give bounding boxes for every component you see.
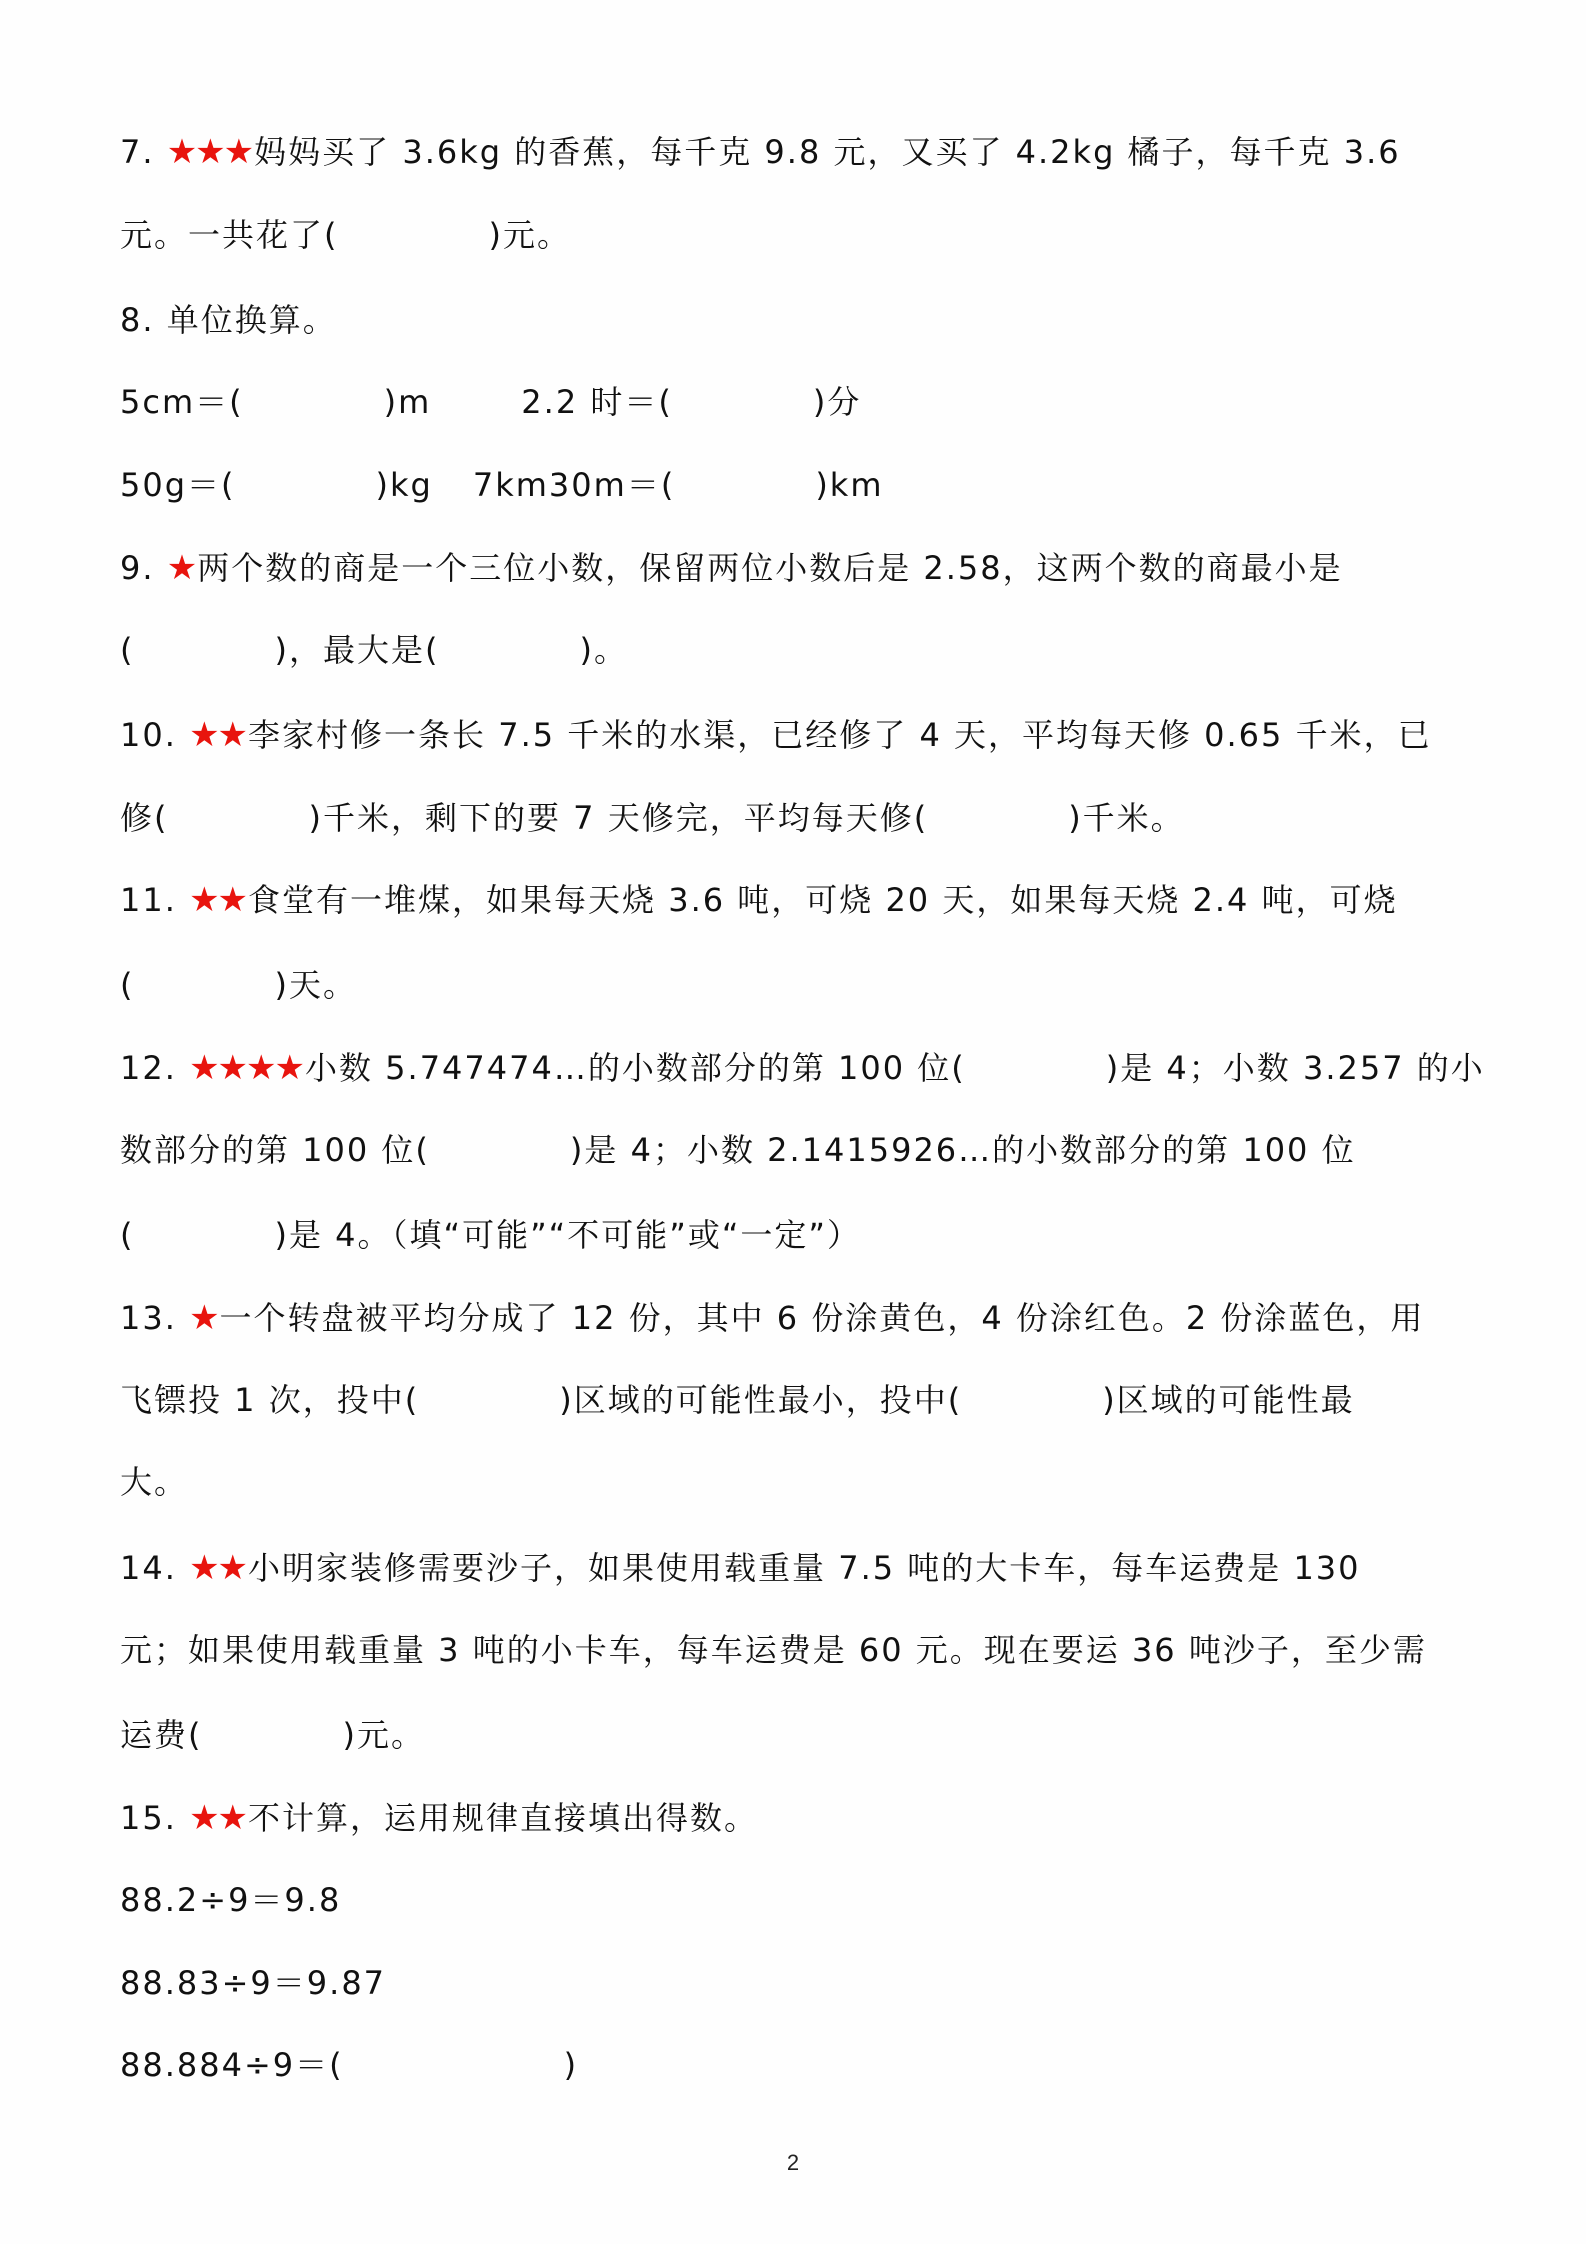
question-text: )区域的可能性最小，投中( <box>559 1381 963 1419</box>
question-number: 11. <box>120 881 190 919</box>
question-text: 元。一共花了( <box>120 216 339 254</box>
question-14-line-2 <box>120 1626 1427 1674</box>
difficulty-stars-icon: ★★ <box>189 715 247 755</box>
question-text: )区域的可能性最 <box>1102 1381 1355 1419</box>
question-text: ( <box>120 1216 135 1254</box>
question-text: )千米，剩下的要 7 天修完，平均每天修( <box>308 799 929 837</box>
question-text: 元；如果使用载重量 3 吨的小卡车，每车运费是 60 元。现在要运 36 吨沙子，至少需 <box>120 1631 1427 1669</box>
difficulty-stars-icon: ★★ <box>189 1548 247 1588</box>
question-12-line-2 <box>120 1126 1356 1174</box>
question-12-line-1 <box>120 1044 1485 1092</box>
difficulty-stars-icon: ★★ <box>189 880 247 920</box>
question-text: 修( <box>120 799 169 837</box>
question-8-row-1 <box>120 378 861 426</box>
question-text: )是 4。（填“可能”“不可能”或“一定”） <box>274 1216 861 1254</box>
difficulty-stars-icon: ★★ <box>189 1798 247 1838</box>
difficulty-stars-icon: ★ <box>166 548 196 588</box>
question-number: 10. <box>120 716 190 754</box>
question-text: )元。 <box>488 216 571 254</box>
question-text: 李家村修一条长 7.5 千米的水渠，已经修了 4 天，平均每天修 0.65 千米，已 <box>248 716 1432 754</box>
conversion-left: 50g＝( <box>120 466 236 504</box>
equation-text: 88.2÷9＝9.8 <box>120 1881 342 1919</box>
equation-text: 88.884÷9＝( <box>120 2046 344 2084</box>
question-text: 不计算，运用规律直接填出得数。 <box>248 1799 759 1837</box>
equation-1 <box>120 1876 341 1924</box>
question-text: ( <box>120 631 135 669</box>
difficulty-stars-icon: ★★★★ <box>189 1048 303 1088</box>
question-8-title <box>120 296 337 344</box>
question-number: 9. <box>120 549 167 587</box>
question-11-line-1 <box>120 876 1398 924</box>
question-7-line-1 <box>120 128 1401 176</box>
question-number: 12. <box>120 1049 190 1087</box>
question-text: 小数 5.747474…的小数部分的第 100 位( <box>304 1049 966 1087</box>
conversion-left: 5cm＝( <box>120 383 244 421</box>
question-number: 14. <box>120 1549 190 1587</box>
question-text: )，最大是( <box>274 631 440 669</box>
question-text: )是 4；小数 3.257 的小 <box>1105 1049 1485 1087</box>
question-text: 8. 单位换算。 <box>120 301 337 339</box>
question-number: 13. <box>120 1299 190 1337</box>
question-text: 大。 <box>120 1463 189 1501</box>
question-12-line-3 <box>120 1211 861 1259</box>
page-number: 2 <box>786 2150 800 2175</box>
question-text: 一个转盘被平均分成了 12 份，其中 6 份涂黄色，4 份涂红色。2 份涂蓝色，用 <box>219 1299 1425 1337</box>
question-11-line-2 <box>120 961 357 1009</box>
question-text: )是 4；小数 2.1415926…的小数部分的第 100 位 <box>569 1131 1356 1169</box>
question-9-line-1 <box>120 544 1343 592</box>
equation-text: 88.83÷9＝9.87 <box>120 1964 387 2002</box>
question-text: )元。 <box>342 1716 425 1754</box>
conversion-left: 7km30m＝( <box>472 466 676 504</box>
question-13-line-3 <box>120 1458 188 1506</box>
question-8-row-2 <box>120 461 884 509</box>
question-text: 数部分的第 100 位( <box>120 1131 430 1169</box>
conversion-unit: )kg <box>375 466 433 504</box>
question-13-line-2 <box>120 1376 1355 1424</box>
conversion-unit: )m <box>383 383 432 421</box>
question-13-line-1 <box>120 1294 1424 1342</box>
question-14-line-1 <box>120 1544 1361 1592</box>
question-10-line-2 <box>120 794 1185 842</box>
conversion-left: 2.2 时＝( <box>521 383 673 421</box>
question-text: 飞镖投 1 次，投中( <box>120 1381 420 1419</box>
question-text: 妈妈买了 3.6kg 的香蕉，每千克 9.8 元，又买了 4.2kg 橘子，每千克 3.6 <box>254 133 1401 171</box>
conversion-unit: )km <box>815 466 884 504</box>
difficulty-stars-icon: ★★★ <box>166 132 253 172</box>
question-10-line-1 <box>120 711 1432 759</box>
question-7-line-2 <box>120 211 571 259</box>
conversion-unit: )分 <box>812 383 862 421</box>
question-text: )。 <box>579 631 628 669</box>
equation-3 <box>120 2041 578 2089</box>
question-text: 运费( <box>120 1716 203 1754</box>
question-15-title <box>120 1794 758 1842</box>
equation-2 <box>120 1959 386 2007</box>
question-number: 15. <box>120 1799 190 1837</box>
question-text: )天。 <box>274 966 357 1004</box>
question-9-line-2 <box>120 626 628 674</box>
question-text: 食堂有一堆煤，如果每天烧 3.6 吨，可烧 20 天，如果每天烧 2.4 吨，可烧 <box>248 881 1398 919</box>
difficulty-stars-icon: ★ <box>189 1298 218 1338</box>
question-number: 7. <box>120 133 167 171</box>
question-text: ( <box>120 966 135 1004</box>
question-text: 小明家装修需要沙子，如果使用载重量 7.5 吨的大卡车，每车运费是 130 <box>248 1549 1361 1587</box>
question-text: )千米。 <box>1068 799 1185 837</box>
question-text: 两个数的商是一个三位小数，保留两位小数后是 2.58，这两个数的商最小是 <box>197 549 1343 587</box>
equation-text: ) <box>563 2046 579 2084</box>
question-14-line-3 <box>120 1711 425 1759</box>
